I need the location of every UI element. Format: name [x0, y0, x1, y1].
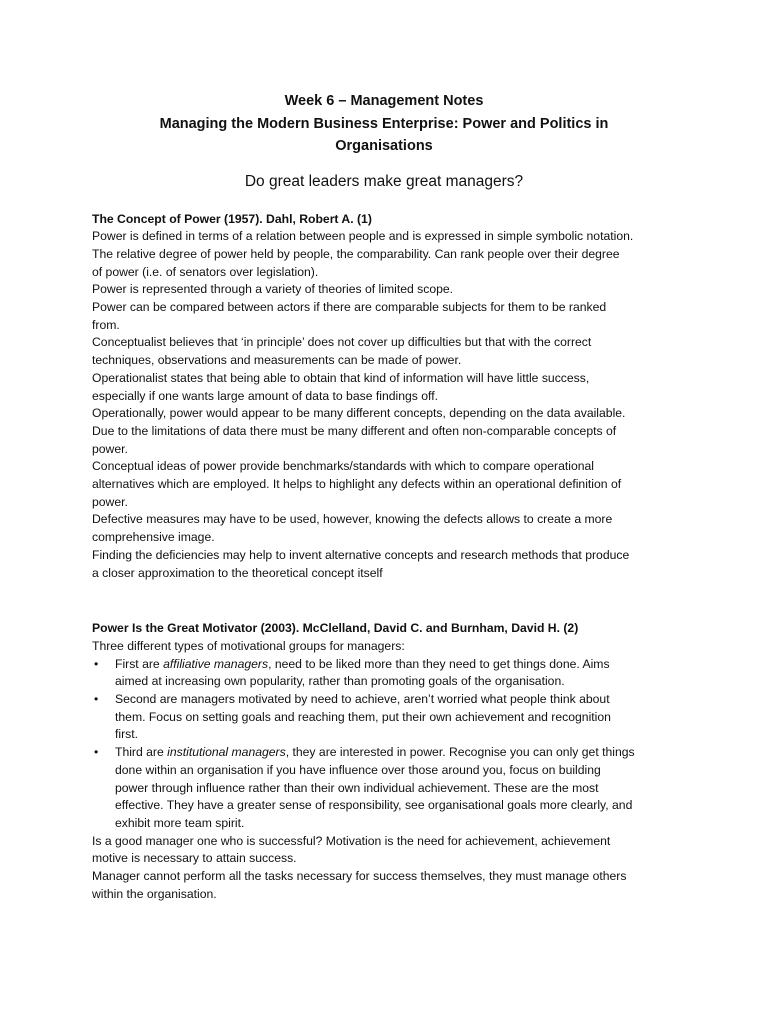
- paragraph-line: Conceptualist believes that ‘in principle’ does not cover up difficulties but that with the correct: [92, 335, 592, 350]
- paragraph-line: Power can be compared between actors if there are comparable subjects for them to be ranked: [92, 300, 607, 315]
- paragraph-line: techniques, observations and measurements can be made of power.: [92, 353, 462, 368]
- bullet-line: effective. They have a greater sense of responsibility, see organisational goals more clearly, and: [115, 798, 633, 813]
- paragraph-line: Manager cannot perform all the tasks necessary for success themselves, they must manage others: [92, 869, 627, 884]
- paragraph-line: of power (i.e. of senators over legislation).: [92, 264, 319, 279]
- bullet-line: aimed at increasing own popularity, rather than promoting goals of the organisation.: [115, 674, 565, 689]
- bullet-affiliative-managers: [92, 656, 676, 691]
- bullet-icon: •: [94, 745, 99, 760]
- emphasis-term: affiliative managers: [163, 656, 269, 671]
- paragraph-line: a closer approximation to the theoretical concept itself: [92, 565, 383, 580]
- bullet-line: them. Focus on setting goals and reaching them, put their own achievement and recognition: [115, 709, 611, 724]
- bullet-line: Second are managers motivated by need to achieve, aren’t worried what people think about: [115, 692, 610, 707]
- guiding-question: Do great leaders make great managers?: [244, 172, 524, 190]
- paragraph-line: Defective measures may have to be used, however, knowing the defects allows to create a more: [92, 512, 613, 527]
- paragraph-line: Operationally, power would appear to be many different concepts, depending on the data available.: [92, 406, 626, 421]
- bullet-line: power through influence rather than their own individual achievement. These are the most: [115, 780, 599, 795]
- paragraph-line: power.: [92, 494, 128, 509]
- paragraph-line: The relative degree of power held by people, the comparability. Can rank people over their degree: [92, 246, 620, 261]
- paragraph-line: Finding the deficiencies may help to invent alternative concepts and research methods that produce: [92, 547, 630, 562]
- title-line: Week 6 – Management Notes: [284, 93, 484, 109]
- paragraph-line: power.: [92, 441, 128, 456]
- document-header: [92, 0, 676, 192]
- paragraph-line: from.: [92, 317, 120, 332]
- paragraph-line: Conceptual ideas of power provide benchmarks/standards with which to compare operational: [92, 459, 594, 474]
- bullet-line: exhibit more team spirit.: [115, 816, 245, 830]
- paragraph-line: especially if one wants large amount of data to base findings off.: [92, 388, 438, 403]
- title-line: Organisations: [335, 138, 433, 154]
- title-line: Managing the Modern Business Enterprise: Power and Politics in: [159, 115, 609, 132]
- bullet-line: first.: [115, 727, 139, 742]
- paragraph-line: within the organisation.: [92, 886, 217, 901]
- bullet-line: Third are institutional managers, they are interested in power. Recognise you can only get things: [115, 745, 635, 760]
- section-power-motivator: [92, 620, 676, 903]
- section-heading: The Concept of Power (1957). Dahl, Robert A. (1): [92, 211, 372, 226]
- bullet-icon: •: [94, 656, 99, 671]
- paragraph-line: Due to the limitations of data there must be many different and often non-comparable concepts of: [92, 423, 617, 438]
- emphasis-term: institutional managers: [167, 745, 286, 760]
- paragraph-line: Power is represented through a variety of theories of limited scope.: [92, 282, 454, 297]
- paragraph-line: comprehensive image.: [92, 530, 215, 545]
- paragraph-line: motive is necessary to attain success.: [92, 851, 297, 866]
- bullet-institutional-managers: [92, 744, 676, 833]
- paragraph-line: alternatives which are employed. It helps to highlight any defects within an operational definition of: [92, 477, 622, 492]
- section-heading: Power Is the Great Motivator (2003). McClelland, David C. and Burnham, David H. (2): [92, 621, 579, 636]
- intro-line: Three different types of motivational groups for managers:: [92, 638, 405, 653]
- bullet-icon: •: [94, 692, 99, 707]
- bullet-line: First are affiliative managers, need to be liked more than they need to get things done. Aims: [115, 656, 610, 671]
- section-concept-of-power: [92, 211, 676, 583]
- paragraph-line: Power is defined in terms of a relation between people and is expressed in simple symbolic notation.: [92, 229, 634, 244]
- bullet-list: [92, 656, 676, 833]
- bullet-line: done within an organisation if you have influence over those around you, focus on building: [115, 762, 601, 777]
- bullet-achievement-managers: [92, 691, 676, 744]
- paragraph-line: Is a good manager one who is successful? Motivation is the need for achievement, achievement: [92, 833, 611, 848]
- paragraph-line: Operationalist states that being able to obtain that kind of information will have little success,: [92, 370, 590, 385]
